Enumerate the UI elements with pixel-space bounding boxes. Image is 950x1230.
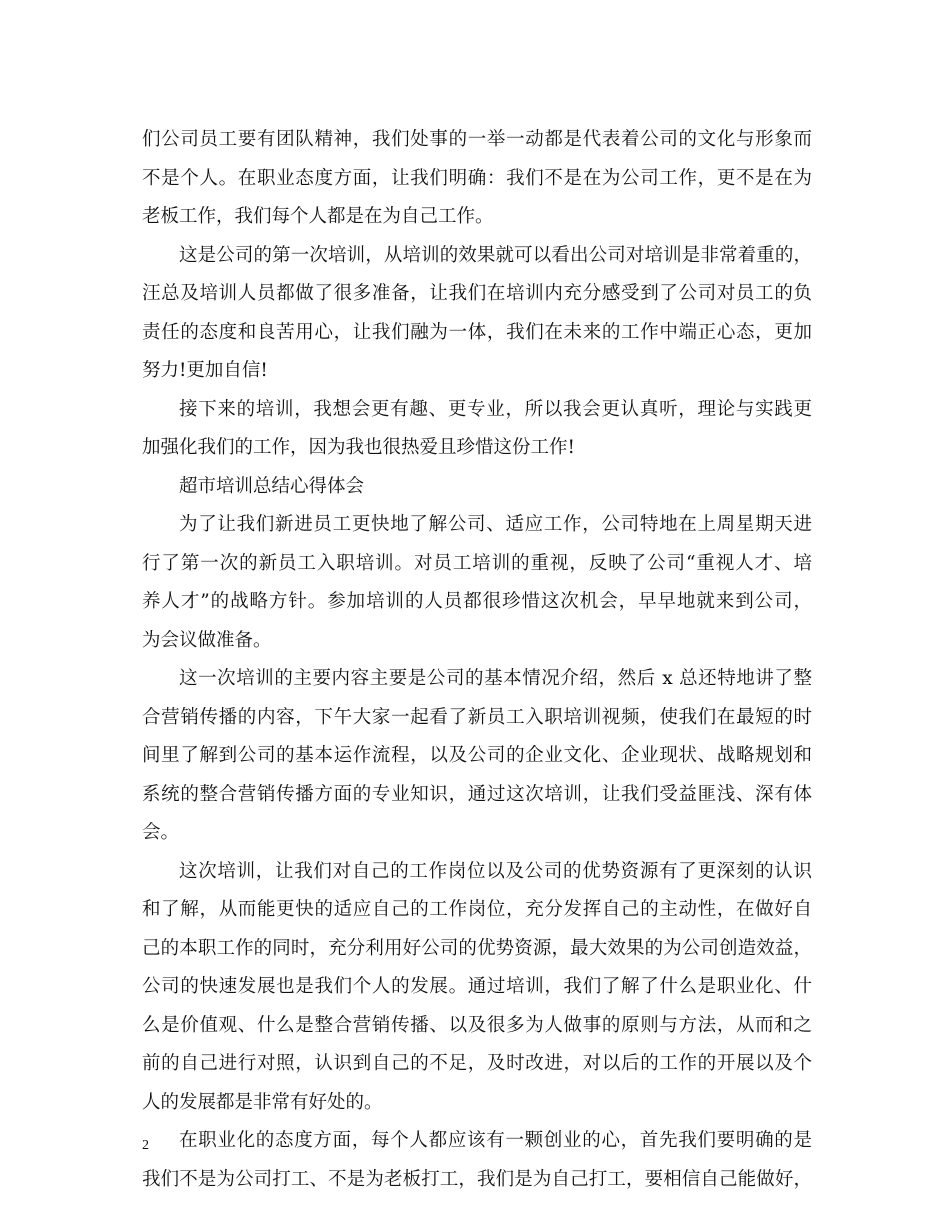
text-line: 汪总及培训人员都做了很多准备，让我们在培训内充分感受到了公司对员工的负 xyxy=(142,283,812,304)
text-line: 这一次培训的主要内容主要是公司的基本情况介绍，然后 x 总还特地讲了整 xyxy=(179,668,812,689)
document-body xyxy=(142,121,812,1199)
text-line: 我们不是为公司打工、不是为老板打工，我们是为自己打工，要相信自己能做好， xyxy=(142,1168,812,1190)
text-line: 努力!更加自信! xyxy=(142,360,268,381)
text-line: 超市培训总结心得体会 xyxy=(179,475,365,497)
text-line: 会。 xyxy=(142,822,180,843)
text-line: 这次培训，让我们对自己的工作岗位以及公司的优势资源有了更深刻的认识 xyxy=(179,860,812,882)
text-line: 加强化我们的工作，因为我也很热爱且珍惜这份工作! xyxy=(142,437,575,458)
text-line: 在职业化的态度方面，每个人都应该有一颗创业的心，首先我们要明确的是 xyxy=(179,1130,812,1151)
text-line: 这是公司的第一次培训，从培训的效果就可以看出公司对培训是非常着重的， xyxy=(179,244,812,266)
text-line: 合营销传播的内容，下午大家一起看了新员工入职培训视频，使我们在最短的时 xyxy=(142,706,812,728)
text-line: 间里了解到公司的基本运作流程，以及公司的企业文化、企业现状、战略规划和 xyxy=(142,745,812,766)
text-line: 为了让我们新进员工更快地了解公司、适应工作，公司特地在上周星期天进 xyxy=(179,514,812,535)
text-line: 老板工作，我们每个人都是在为自己工作。 xyxy=(142,206,494,227)
text-line: 己的本职工作的同时，充分利用好公司的优势资源，最大效果的为公司创造效益， xyxy=(142,937,812,959)
text-line: 为会议做准备。 xyxy=(142,629,272,651)
text-line: 行了第一次的新员工入职培训。对员工培训的重视，反映了公司“重视人才、培 xyxy=(142,552,812,574)
text-line: 么是价值观、什么是整合营销传播、以及很多为人做事的原则与方法，从而和之 xyxy=(142,1014,812,1036)
text-line: 系统的整合营销传播方面的专业知识，通过这次培训，让我们受益匪浅、深有体 xyxy=(142,783,812,805)
text-line: 和了解，从而能更快的适应自己的工作岗位，充分发挥自己的主动性，在做好自 xyxy=(142,899,812,920)
text-line: 养人才”的战略方针。参加培训的人员都很珍惜这次机会，早早地就来到公司， xyxy=(142,591,812,612)
text-line: 责任的态度和良苦用心，让我们融为一体，我们在未来的工作中端正心态，更加 xyxy=(142,321,812,343)
text-line: 不是个人。在职业态度方面，让我们明确：我们不是在为公司工作，更不是在为 xyxy=(142,167,812,189)
text-line: 们公司员工要有团队精神，我们处事的一举一动都是代表着公司的文化与形象而 xyxy=(142,129,812,150)
page-number: 2 xyxy=(142,1138,149,1153)
text-line: 前的自己进行对照，认识到自己的不足，及时改进，对以后的工作的开展以及个 xyxy=(142,1053,812,1074)
text-line: 接下来的培训，我想会更有趣、更专业，所以我会更认真听，理论与实践更 xyxy=(179,398,812,420)
text-line: 公司的快速发展也是我们个人的发展。通过培训，我们了解了什么是职业化、什 xyxy=(142,976,812,997)
text-line: 人的发展都是非常有好处的。 xyxy=(142,1091,383,1113)
